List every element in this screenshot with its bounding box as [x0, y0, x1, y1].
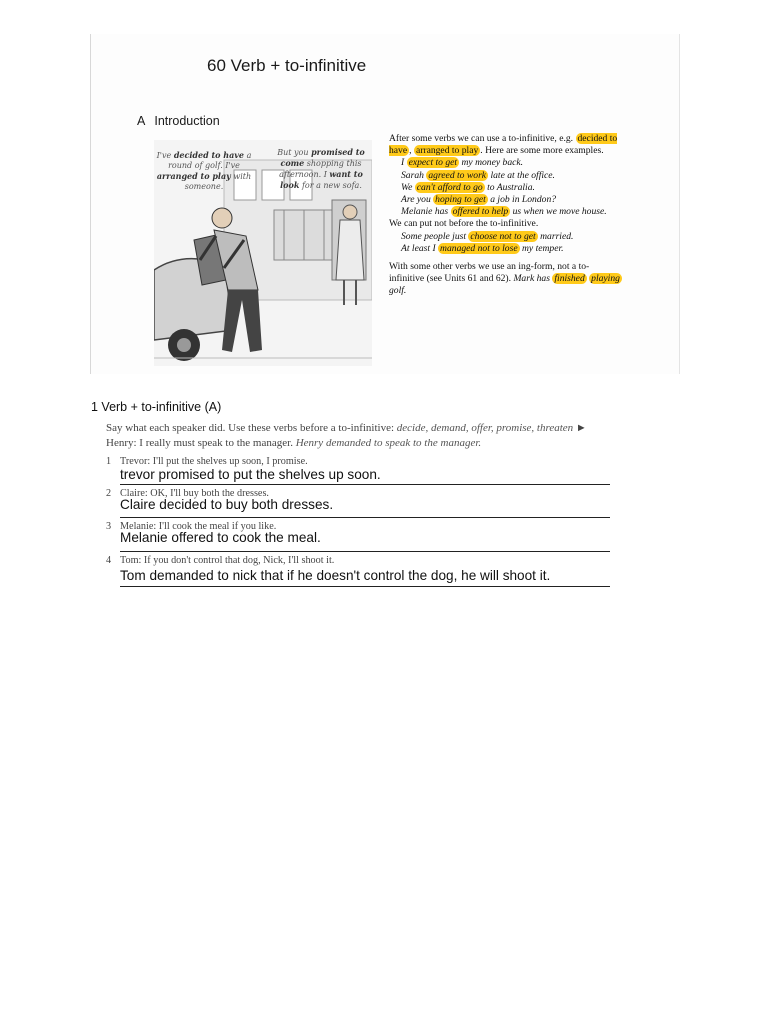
section-title: Introduction — [154, 114, 220, 128]
item-prompt: Melanie: I'll cook the meal if you like. — [120, 521, 277, 532]
item-number: 4 — [106, 555, 112, 566]
highlight: playing — [591, 273, 620, 285]
answer-line — [120, 517, 610, 518]
section-heading — [137, 114, 220, 128]
item-prompt: Claire: OK, I'll buy both the dresses. — [120, 488, 269, 499]
highlight: decided to have — [389, 133, 618, 157]
highlight: finished — [554, 273, 585, 285]
speech-bubble-woman: But you promised to come shopping this afternoon. I want to look for a new sofa. — [277, 147, 365, 190]
answer-line — [120, 586, 610, 587]
answer-field[interactable]: Tom demanded to nick that if he doesn't control the dog, he will shoot it. — [120, 568, 551, 583]
exercise-item-4 — [106, 555, 610, 583]
exercise-item-1 — [106, 456, 610, 482]
highlight: arranged to play — [415, 145, 479, 157]
example-line: We can't afford to go to Australia. — [401, 181, 535, 193]
exercise-title: 1 Verb + to-infinitive (A) — [91, 400, 222, 414]
item-prompt: Trevor: I'll put the shelves up soon, I promise. — [120, 456, 308, 467]
item-number: 2 — [106, 488, 112, 499]
exercise-item-2 — [106, 488, 610, 512]
intro-paragraph: After some verbs we can use a to-infinitive, e.g. decided to have , arranged to play . Here are some more examples. — [389, 133, 618, 157]
exercise-item-3 — [106, 521, 610, 545]
answer-field[interactable]: Melanie offered to cook the meal. — [120, 530, 321, 545]
example-line: Melanie has offered to help us when we move house. — [401, 206, 607, 218]
explanation-text — [389, 133, 623, 298]
answer-field[interactable]: Claire decided to buy both dresses. — [120, 497, 334, 512]
answer-field[interactable]: trevor promised to put the shelves up soon. — [120, 467, 381, 482]
section-letter: A — [137, 114, 146, 128]
example-line: Sarah agreed to work late at the office. — [401, 169, 555, 181]
example-line: At least I managed not to lose my temper. — [401, 242, 564, 254]
item-number: 3 — [106, 521, 112, 532]
exercise-instruction: Say what each speaker did. Use these verbs before a to-infinitive: decide, demand, offer, promise, threaten ► Henry: I really must speak to the manager. Henry demanded to speak to the manager. — [106, 422, 587, 449]
item-number: 1 — [106, 456, 112, 467]
unit-title: 60 Verb + to-infinitive — [207, 56, 367, 75]
item-prompt: Tom: If you don't control that dog, Nick, I'll shoot it. — [120, 555, 335, 566]
verb-list: decide, demand, offer, promise, threaten — [396, 422, 574, 434]
example-line: I expect to get my money back. — [401, 157, 524, 169]
ing-paragraph: With some other verbs we use an ing-form, not a to-infinitive (see Units 61 and 62). Mark has finished playing golf. — [389, 261, 620, 297]
speech-bubble-man: I've decided to have a round of golf. I've arranged to play with someone. — [156, 150, 252, 191]
answer-line — [120, 551, 610, 552]
arrow-icon: ► — [575, 422, 587, 434]
example-answer: Henry demanded to speak to the manager. — [295, 437, 482, 449]
not-rule: We can put not before the to-infinitive. — [389, 218, 539, 230]
example-line: Are you hoping to get a job in London? — [401, 194, 557, 206]
example-line: Some people just choose not to get married. — [401, 230, 574, 242]
answer-line — [120, 484, 610, 485]
